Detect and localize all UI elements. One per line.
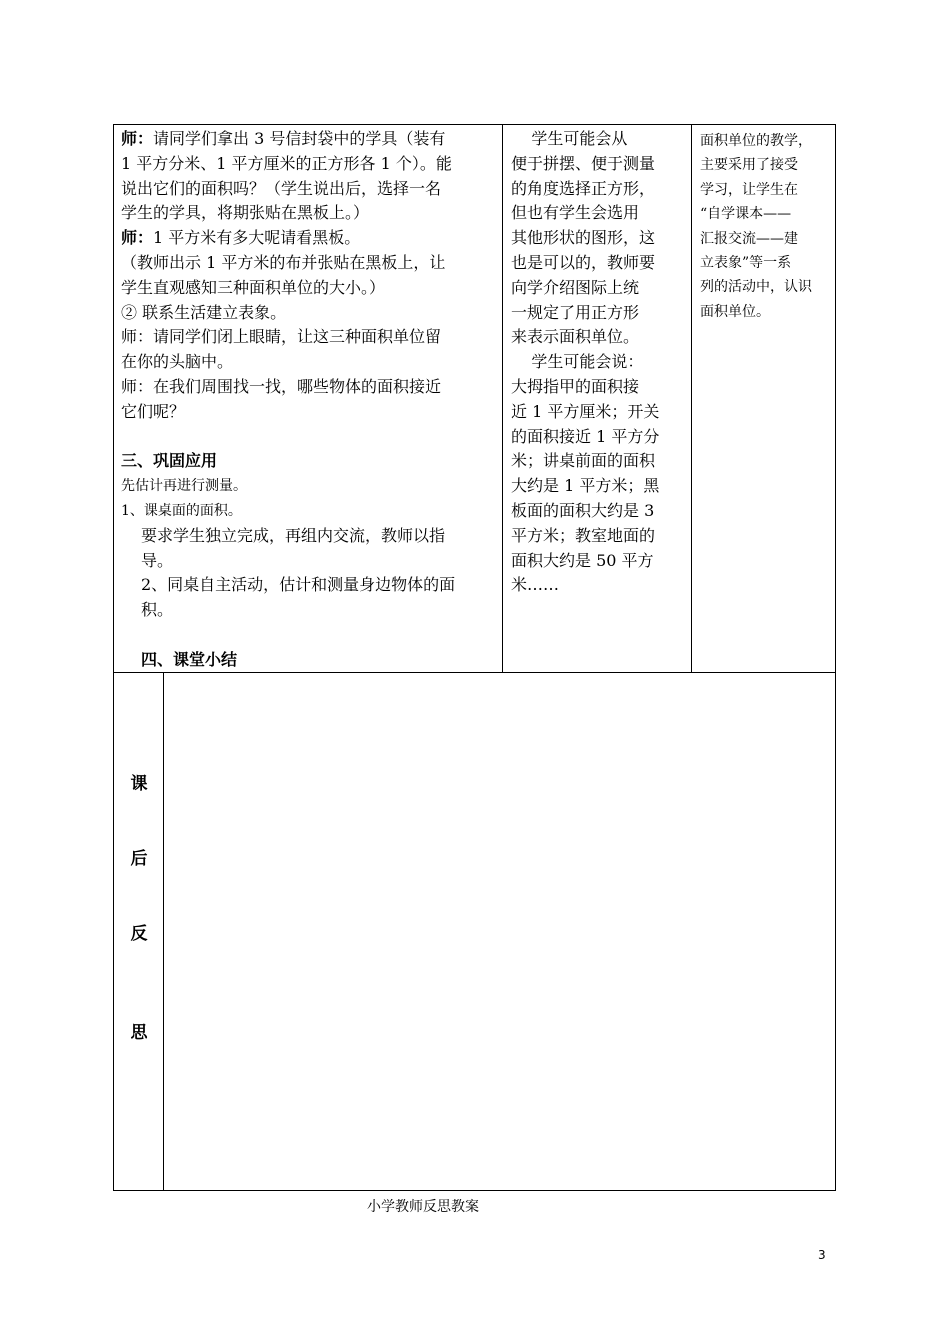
page-number: 3 [818,1248,826,1262]
speaker-label: 师： [121,228,154,248]
reflection-label-char: 后 [130,849,148,869]
text-line: 大约是 1 平方米；黑 [511,476,660,496]
text-line: 平方米；教室地面的 [511,525,656,545]
text-line: “自学课本—— [700,206,792,223]
text-line: 学生可能会说： [511,352,644,372]
section-heading: 四、课堂小结 [141,649,238,669]
text-line: 请同学们拿出 3 号信封袋中的学具（装有 [153,129,446,148]
text-line: 也是可以的，教师要 [511,252,656,272]
speaker-label: 师： [121,129,154,148]
student-activity-column [503,125,692,672]
text-line: 学生的学具，将期张贴在黑板上。） [121,203,370,223]
text-line: 但也有学生会选用 [511,203,640,223]
text-line: 米；讲桌前面的面积 [511,451,656,471]
text-line: 列的活动中，认识 [700,279,812,296]
text-line: 师：请同学们闭上眼睛，让这三种面积单位留 [121,327,442,347]
text-line: 要求学生独立完成，再组内交流，教师以指 [141,525,446,545]
text-line: 的面积接近 1 平方分 [511,426,660,446]
text-line: 学习，让学生在 [700,181,798,198]
text-line: ② 联系生活建立表象。 [121,302,287,322]
reflection-label-char: 课 [130,774,148,794]
text-line: 在你的头脑中。 [121,352,234,372]
text-line: 一规定了用正方形 [511,302,640,322]
text-line: 立表象”等一系 [700,255,792,272]
design-intent-column [692,125,836,672]
text-line: 大拇指甲的面积接 [511,376,640,396]
section-heading: 三、巩固应用 [121,451,218,471]
text-line: 1 平方米有多大呢请看黑板。 [153,228,361,248]
text-line: 导。 [141,550,174,570]
text-line: 板面的面积大约是 3 [511,500,655,520]
text-line: 学生可能会从 [511,129,628,148]
text-line: 其他形状的图形，这 [511,228,656,248]
text-line: 便于拼摆、便于测量 [511,153,656,173]
text-line: 主要采用了接受 [700,157,798,174]
text-line: 米…… [511,575,560,595]
reflection-label-column [114,673,164,1190]
reflection-label-char: 反 [130,924,148,944]
text-line: （教师出示 1 平方米的布并张贴在黑板上，让 [121,252,446,272]
text-line: 1、课桌面的面积。 [121,502,242,519]
text-line: 近 1 平方厘米；开关 [511,401,660,421]
text-line: 来表示面积单位。 [511,327,640,347]
text-line: 积。 [141,600,174,620]
reflection-label-char: 思 [130,1023,148,1043]
text-line: 先估计再进行测量。 [121,478,247,495]
text-line: 说出它们的面积吗？（学生说出后，选择一名 [121,178,442,198]
reflection-content-area [164,673,835,1190]
lesson-table-top [113,124,836,673]
teaching-process-column [114,125,503,672]
text-line: 师：在我们周围找一找，哪些物体的面积接近 [121,376,442,396]
text-line: 学生直观感知三种面积单位的大小。） [121,277,386,297]
text-line: 1 平方分米、1 平方厘米的正方形各 1 个）。能 [121,153,452,173]
text-line: 2、同桌自主活动，估计和测量身边物体的面 [141,575,456,595]
text-line: 汇报交流——建 [700,230,798,247]
document-footer: 小学教师反思教案 [367,1199,479,1215]
text-line: 它们呢？ [121,401,186,421]
text-line: 面积单位。 [700,303,770,320]
reflection-table [113,672,836,1191]
text-line: 向学介绍图际上统 [511,277,640,297]
text-line: 的角度选择正方形， [511,178,656,198]
text-line: 面积单位的教学， [700,133,812,149]
text-line: 面积大约是 50 平方 [511,550,654,570]
